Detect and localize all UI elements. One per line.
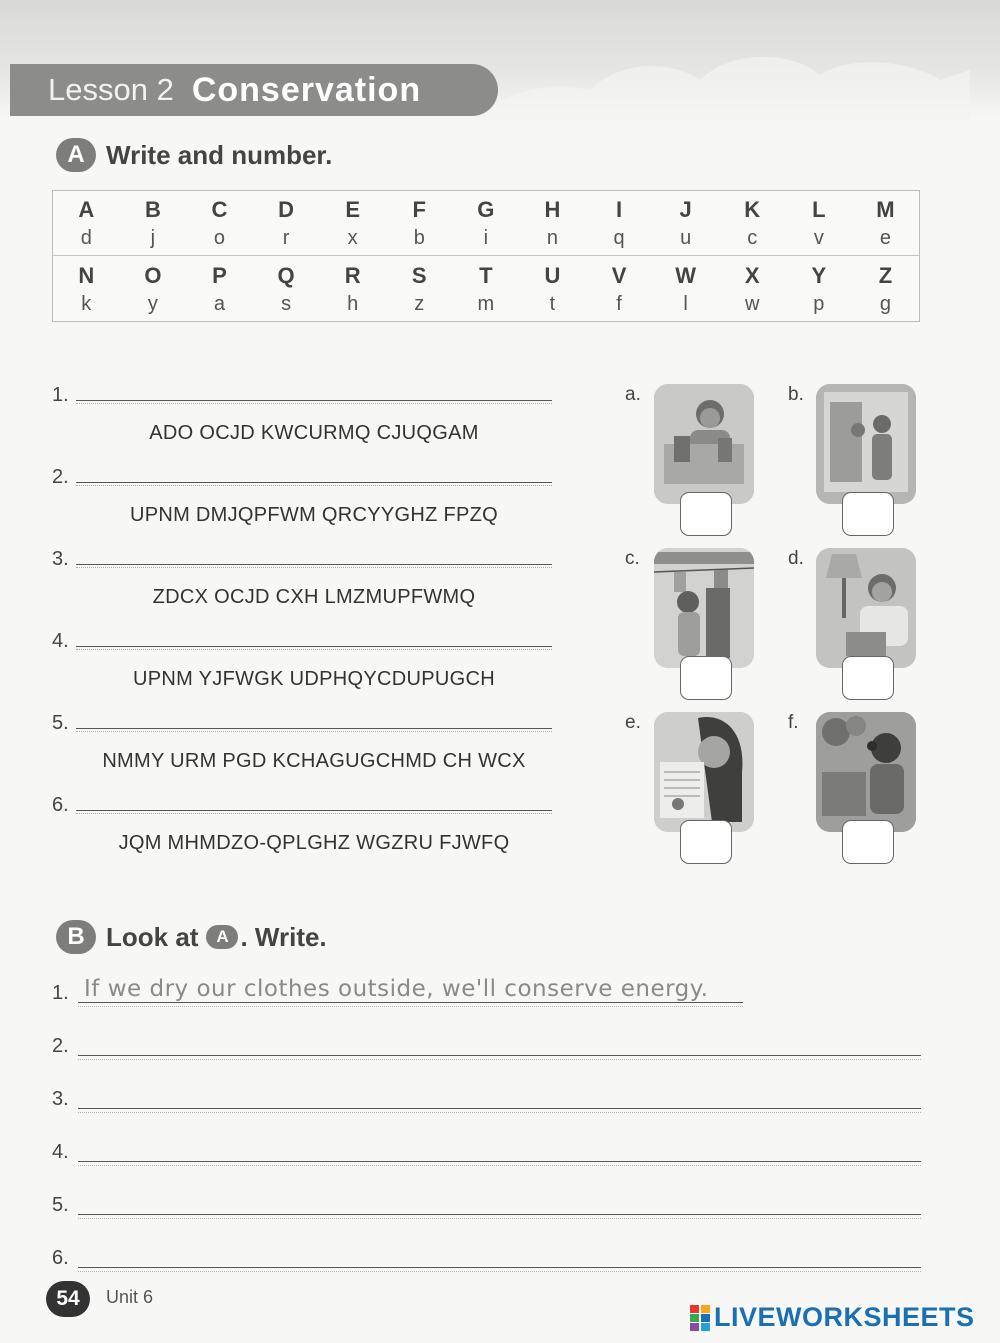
picture-e-illustration — [654, 712, 754, 832]
question-number: 3. — [52, 548, 69, 570]
writing-line-number: 6. — [52, 1247, 69, 1269]
cipher-code-N: k — [81, 293, 92, 315]
coded-sentence: UPNM DMJQPFWM QRCYYGHZ FPZQ — [129, 504, 499, 526]
cipher-code-R: h — [347, 293, 359, 315]
cipher-code-Z: g — [879, 293, 891, 315]
coded-sentence: ADO OCJD KWCURMQ CJUQGAM — [149, 422, 479, 444]
liveworksheets-logo — [690, 1302, 975, 1333]
picture-a-illustration — [654, 384, 754, 504]
writing-line[interactable] — [78, 1214, 921, 1215]
cipher-code-D: r — [282, 227, 290, 249]
coded-sentence: ZDCX OCJD CXH LMZMUPFWMQ — [152, 586, 476, 608]
picture-label: b. — [788, 384, 804, 405]
picture-c-illustration — [654, 548, 754, 668]
cipher-letter-T: T — [479, 263, 493, 288]
picture-b-illustration — [816, 384, 916, 504]
answer-line[interactable] — [76, 728, 552, 729]
cipher-code-H: n — [546, 227, 559, 249]
section-b-heading — [56, 920, 327, 954]
section-a-title: Write and number. — [106, 139, 333, 170]
cipher-letter-O: O — [144, 263, 162, 288]
cipher-letter-M: M — [876, 197, 895, 222]
cipher-code-L: v — [813, 227, 824, 249]
cipher-code-B: j — [150, 227, 156, 249]
cipher-letter-V: V — [611, 263, 627, 288]
writing-line-number: 5. — [52, 1194, 69, 1216]
cipher-code-P: a — [213, 293, 226, 315]
writing-line — [78, 1002, 743, 1003]
cipher-code-A: d — [80, 227, 92, 249]
picture-e-number-box[interactable] — [680, 820, 732, 864]
writing-line[interactable] — [78, 1161, 921, 1162]
picture-f-illustration — [816, 712, 916, 832]
cipher-letter-K: K — [744, 197, 761, 222]
section-a-reference-badge: A — [206, 925, 238, 949]
answer-line[interactable] — [76, 646, 552, 647]
picture-f-number-box[interactable] — [842, 820, 894, 864]
answer-line[interactable] — [76, 810, 552, 811]
cipher-letter-S: S — [411, 263, 427, 288]
cipher-code-G: i — [483, 227, 489, 249]
cipher-code-C: o — [213, 227, 226, 249]
cipher-letter-X: X — [744, 263, 760, 288]
cipher-letter-Z: Z — [878, 263, 893, 288]
cipher-letter-U: U — [544, 263, 561, 288]
cipher-letter-W: W — [675, 263, 697, 288]
coded-sentence: JQM MHMDZO-QPLGHZ WGZRU FJWFQ — [118, 832, 510, 854]
cipher-letter-N: N — [78, 263, 95, 288]
writing-line-number: 3. — [52, 1088, 69, 1110]
picture-label: e. — [625, 712, 641, 733]
writing-line-number: 1. — [52, 982, 69, 1004]
cipher-code-X: w — [745, 293, 760, 315]
lesson-banner — [10, 64, 498, 116]
cipher-letter-F: F — [412, 197, 426, 222]
question-number: 2. — [52, 466, 69, 488]
cipher-letter-Y: Y — [811, 263, 827, 288]
cipher-letter-E: E — [345, 197, 361, 222]
question-number: 1. — [52, 384, 69, 406]
cipher-code-O: y — [147, 293, 158, 315]
cipher-code-V: f — [616, 293, 622, 315]
picture-d-number-box[interactable] — [842, 656, 894, 700]
coded-sentence: NMMY URM PGD KCHAGUGCHMD CH WCX — [102, 750, 526, 772]
cipher-divider — [53, 255, 919, 256]
section-a-badge: A — [56, 138, 96, 172]
answer-line[interactable] — [76, 564, 552, 565]
section-b-badge: B — [56, 920, 96, 954]
liveworksheets-brand: LIVEWORKSHEETS — [714, 1302, 975, 1332]
cloud-decoration — [470, 20, 970, 120]
lesson-title: Conservation — [191, 70, 422, 109]
cipher-letter-G: G — [477, 197, 495, 222]
cipher-key-table — [52, 190, 920, 322]
answer-line[interactable] — [76, 400, 552, 401]
writing-line[interactable] — [78, 1108, 921, 1109]
section-b-title-pre: Look at — [106, 921, 199, 952]
question-number: 4. — [52, 630, 69, 652]
picture-label: c. — [625, 548, 640, 569]
picture-d-illustration — [816, 548, 916, 668]
writing-line[interactable] — [78, 1055, 921, 1056]
cipher-letter-H: H — [544, 197, 561, 222]
picture-label: f. — [788, 712, 799, 733]
cipher-letter-C: C — [211, 197, 228, 222]
cipher-code-S: z — [414, 293, 425, 315]
cipher-code-F: b — [413, 227, 425, 249]
question-number: 5. — [52, 712, 69, 734]
cipher-letter-I: I — [615, 197, 623, 222]
lesson-number: Lesson 2 — [48, 72, 174, 107]
answer-line[interactable] — [76, 482, 552, 483]
cipher-letter-P: P — [212, 263, 227, 288]
cipher-code-I: q — [613, 227, 625, 249]
picture-label: a. — [625, 384, 641, 405]
cipher-letter-L: L — [812, 197, 826, 222]
cipher-letter-D: D — [278, 197, 295, 222]
writing-line[interactable] — [78, 1267, 921, 1268]
cipher-code-Y: p — [813, 293, 825, 315]
cipher-letter-B: B — [144, 197, 161, 222]
cipher-code-U: t — [549, 293, 556, 315]
section-b-title-post: . Write. — [240, 921, 327, 952]
cipher-code-K: c — [747, 227, 758, 249]
example-sentence: If we dry our clothes outside, we'll conserve energy. — [84, 976, 709, 1002]
writing-line-number: 2. — [52, 1035, 69, 1057]
cipher-code-W: l — [683, 293, 688, 315]
picture-a-number-box[interactable] — [680, 492, 732, 536]
cipher-code-M: e — [879, 227, 891, 249]
cipher-code-T: m — [477, 293, 495, 315]
question-number: 6. — [52, 794, 69, 816]
picture-b-number-box[interactable] — [842, 492, 894, 536]
picture-c-number-box[interactable] — [680, 656, 732, 700]
cipher-code-E: x — [347, 227, 358, 249]
cipher-letter-Q: Q — [277, 263, 295, 288]
cipher-code-Q: s — [281, 293, 292, 315]
page-number: 54 — [46, 1281, 90, 1317]
picture-label: d. — [788, 548, 804, 569]
cipher-letter-R: R — [344, 263, 361, 288]
cipher-code-J: u — [680, 227, 692, 249]
cipher-letter-A: A — [78, 197, 95, 222]
cipher-letter-J: J — [679, 197, 692, 222]
writing-line-number: 4. — [52, 1141, 69, 1163]
section-a-heading — [56, 138, 332, 172]
liveworksheets-icon — [690, 1305, 710, 1331]
coded-sentence: UPNM YJFWGK UDPHQYCDUPUGCH — [133, 668, 495, 690]
unit-label: Unit 6 — [106, 1287, 154, 1307]
